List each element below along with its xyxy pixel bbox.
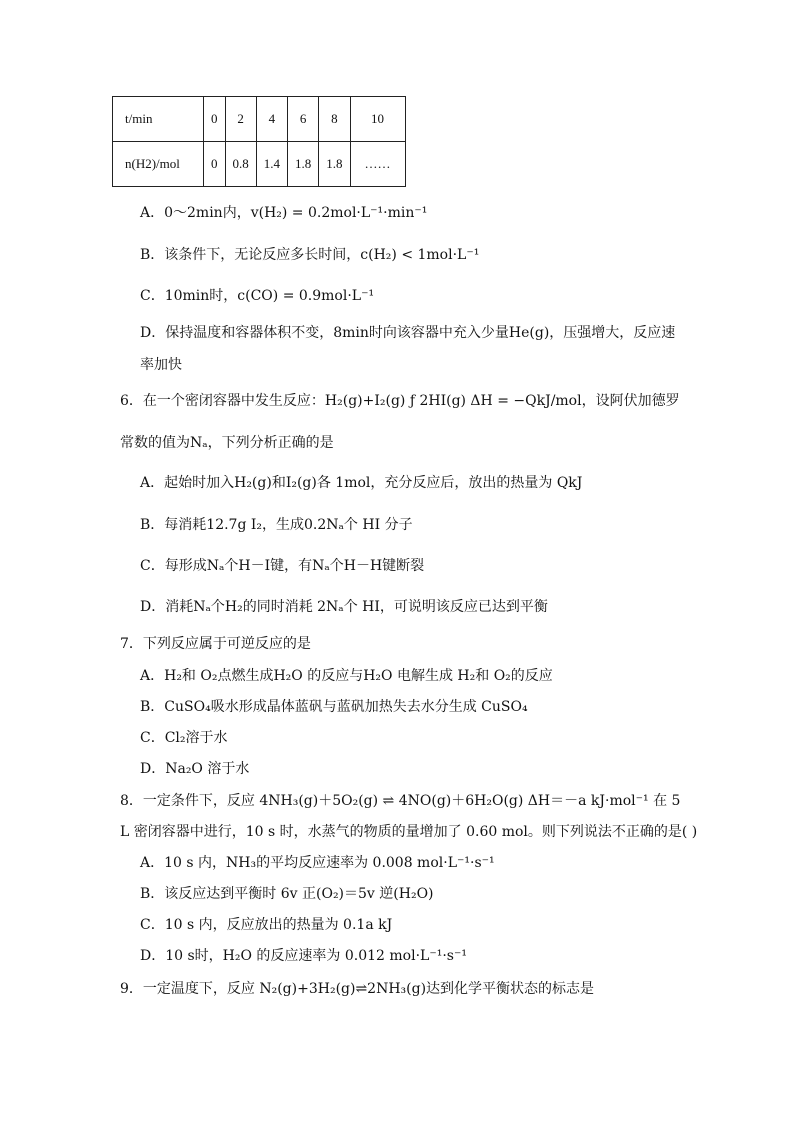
q5-option-d-cont: 率加快 [140,357,182,373]
table-row [113,142,406,187]
table-cell: 0 [204,97,226,142]
q5-option-a: A．0～2min内，v(H₂) = 0.2mol·L⁻¹·min⁻¹ [140,205,428,221]
table-cell: 1.4 [256,142,287,187]
q7-option-a: A．H₂和 O₂点燃生成H₂O 的反应与H₂O 电解生成 H₂和 O₂的反应 [140,668,553,684]
table-cell: 1.8 [319,142,350,187]
q7-option-c: C．Cl₂溶于水 [140,730,228,746]
data-table [112,96,406,187]
q7-stem: 7．下列反应属于可逆反应的是 [120,636,311,652]
table-cell: t/min [113,97,204,142]
table-cell: 1.8 [288,142,319,187]
q8-option-d: D．10 s时，H₂O 的反应速率为 0.012 mol·L⁻¹·s⁻¹ [140,948,467,964]
table-cell: 4 [256,97,287,142]
table-cell: 6 [288,97,319,142]
q6-option-b: B．每消耗12.7g I₂，生成0.2Nₐ个 HI 分子 [140,517,413,533]
table-cell: 0.8 [225,142,256,187]
q6-stem: 6．在一个密闭容器中发生反应：H₂(g)+I₂(g) ƒ 2HI(g) ΔH = −QkJ/mol，设阿伏加德罗 [120,393,680,409]
q8-stem: 8．一定条件下，反应 4NH₃(g)＋5O₂(g) ⇌ 4NO(g)＋6H₂O(g) ΔH＝－a kJ·mol⁻¹ 在 5 [120,793,681,809]
table-cell: 0 [204,142,226,187]
q8-option-b: B．该反应达到平衡时 6v 正(O₂)＝5v 逆(H₂O) [140,886,434,902]
q6-option-c: C．每形成Nₐ个H－I键，有Nₐ个H－H键断裂 [140,558,425,574]
q8-stem-cont: L 密闭容器中进行，10 s 时，水蒸气的物质的量增加了 0.60 mol。则下列说法不正确的是( ) [120,824,698,840]
q5-option-b: B．该条件下，无论反应多长时间，c(H₂) < 1mol·L⁻¹ [140,247,480,263]
table-cell: 10 [350,97,405,142]
q7-option-d: D．Na₂O 溶于水 [140,761,250,777]
q9-stem: 9．一定温度下，反应 N₂(g)+3H₂(g)⇌2NH₃(g)达到化学平衡状态的标志是 [120,981,595,997]
q5-option-c: C．10min时，c(CO) = 0.9mol·L⁻¹ [140,288,375,304]
q6-option-a: A．起始时加入H₂(g)和I₂(g)各 1mol，充分反应后，放出的热量为 QkJ [140,475,583,491]
table-cell: n(H2)/mol [113,142,204,187]
table-cell: 2 [225,97,256,142]
table-row [113,97,406,142]
q7-option-b: B．CuSO₄吸水形成晶体蓝矾与蓝矾加热失去水分生成 CuSO₄ [140,699,528,715]
q8-option-c: C．10 s 内，反应放出的热量为 0.1a kJ [140,917,393,933]
q6-option-d: D．消耗Nₐ个H₂的同时消耗 2Nₐ个 HI，可说明该反应已达到平衡 [140,599,548,615]
table-cell: 8 [319,97,350,142]
q5-option-d: D．保持温度和容器体积不变，8min时向该容器中充入少量He(g)，压强增大，反应速 [140,325,676,341]
table-cell: …… [350,142,405,187]
q6-stem-cont: 常数的值为Nₐ，下列分析正确的是 [120,435,334,451]
q8-option-a: A．10 s 内，NH₃的平均反应速率为 0.008 mol·L⁻¹·s⁻¹ [140,855,495,871]
